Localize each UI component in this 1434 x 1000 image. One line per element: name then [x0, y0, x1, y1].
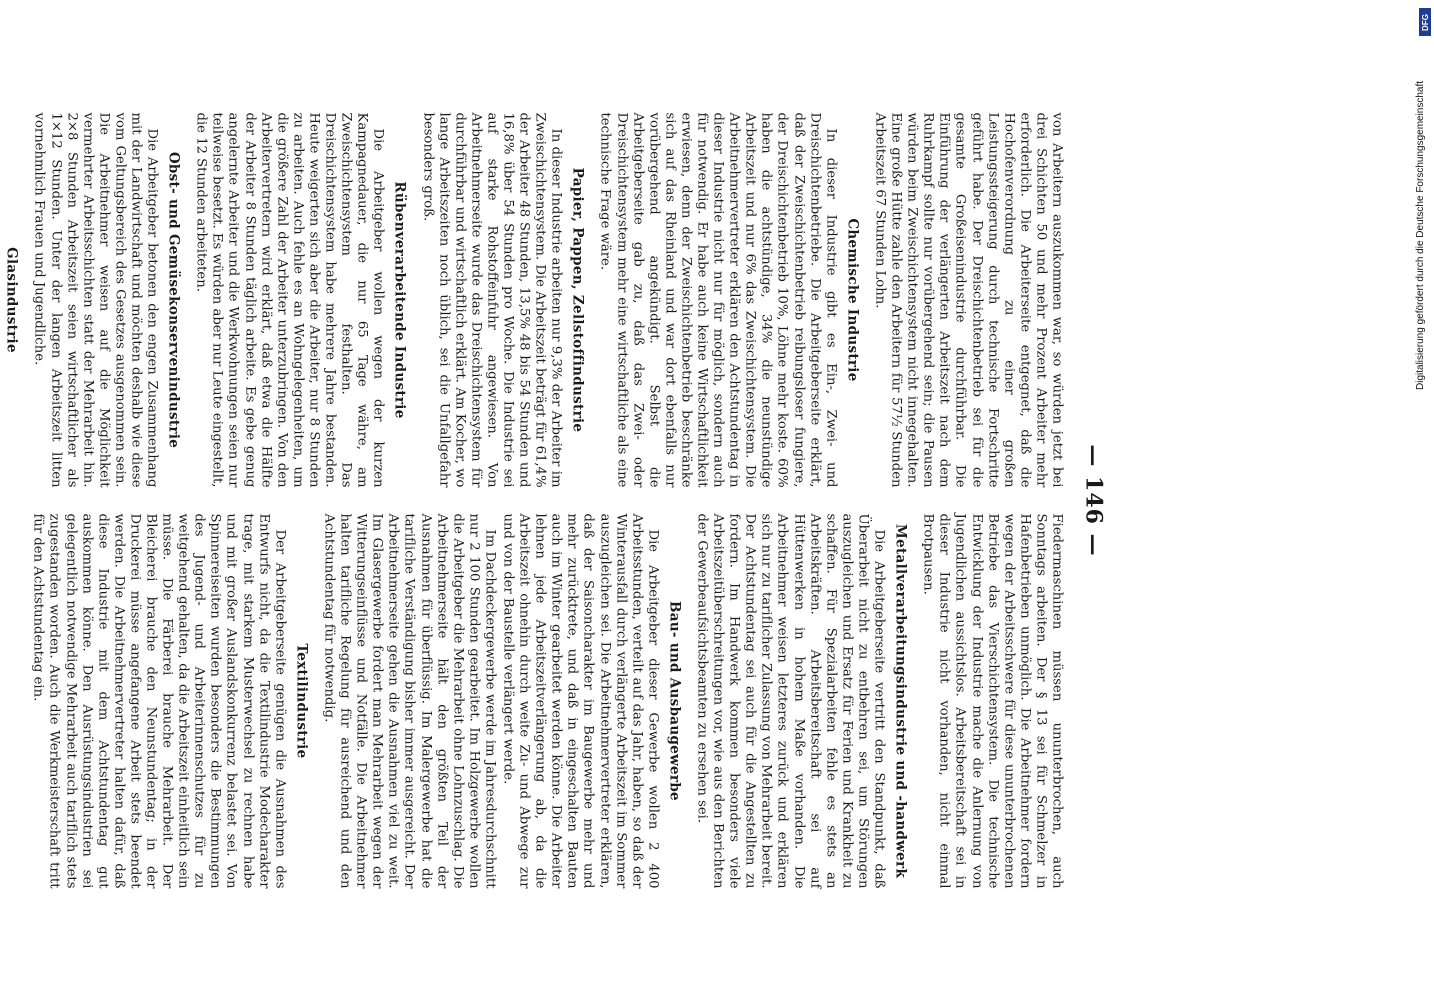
page-number: — 146 —	[1080, 444, 1107, 557]
section-heading: Rübenverarbeitende Industrie	[391, 181, 408, 419]
paragraph: In dieser Industrie arbeiten nur 9,3% der Arbeiter im Zweischichtensystem. Die Arbeitszeit beträgt für 61,4% der Arbeiter 48 Stunden, 13,5% 48 bis 54 Stunden und 16,8% über 54 Stunden pro Woche. Die Industrie sei auf starke Rohstoffeinfuhr angewiesen. Von Arbeitnehmerseite wurde das Dreischichtensystem für durchführbar und wirtschaftlich erklärt. Am Kocher, wo lange Arbeitszeiten noch üblich, sei die Unfallgefahr besonders groß.	[420, 112, 564, 488]
paragraph: Die Arbeitgeberseite vertritt den Standpunkt, daß Überarbeit nicht zu entbehren sei, um Störungen auszugleichen und Ersatz für Ferien und Krankheit zu schaffen. Für Spezialarbeiten fehle es stets an Arbeitskräften. Arbeitsbereitschaft sei auf Hüttenwerken in hohem Maße vorhanden. Die Arbeitnehmer weisen letzteres zurück und erklären sich nur zu tariflicher Zulassung von Mehrarbeit bereit. Der Achtstundentag sei auch für die Angestellten zu fordern. Im Handwerk kommen besonders viele Arbeitszeitüberschreitungen vor, wie aus den Berichten der Gewerbeaufsichtsbeamten zu ersehen sei.	[694, 513, 887, 889]
paragraph: Der Arbeitgeberseite genügen die Ausnahmen des Entwurfs nicht, da die Textilindustrie Modecharakter trage, mit starkem Musterwechsel zu rechnen habe und mit großer Auslandskonkurrenz belastet sei. Von Spinnereiseiten wurden besonders die Bestimmungen des Jugend- und Arbeiterinnenschutzes für zu weitgehend gehalten, da die Arbeitszeit einheitlich sein müsse. Die Färberei brauche Mehrarbeit. Der Bleicherei brauche den Neunstundentag; in der Druckerei müsse angefangene Arbeit stets beendet werden. Die Arbeitnehmervertreter halten dafür, daß diese Industrie mit dem Achtstundentag gut auskommen könne. Den Ausrüstungsindustrien sei gelegentlich notwendige Mehrarbeit auch tariflich stets zugestanden worden. Auch die Werkmeisterschaft tritt für den Achtstundentag ein.	[30, 513, 288, 889]
right-column	[28, 514, 1065, 889]
digitization-credit: Digitalisierung gefördert durch die Deutsche Forschungsgemeinschaft	[1415, 80, 1426, 390]
paragraph: In dieser Industrie gibt es Ein-, Zwei- und Dreischichtenbetriebe. Die Arbeitgeberseite erklärt, daß der Zweischichtenbetrieb reibungsloser fungiere, der Dreischichtenbetrieb 10%, Löhne mehr koste. 60% haben die achtstündige, 34% die neunstündige Arbeitszeit und nur 6% das Zweischichtensystem. Die Arbeitnehmervertreter erklären den Achtstundentag in dieser Industrie nicht nur für möglich, sondern auch für notwendig. Er habe auch keine Wirtschaftlichkeit erwiesen, denn der Zweischichtenbetrieb beschränke sich auf das Rheinland und war dort ebenfalls nur vorübergehend angekündigt. Selbst die Arbeitgeberseite gab zu, daß das Zwei- oder Dreischichtensystem mehr eine wirtschaftliche als eine technische Frage wäre.	[597, 112, 839, 488]
paragraph: Fiedermaschinen müssen ununterbrochen, auch Sonntags arbeiten. Der § 13 sei für Schmelzer in Hafenbetrieben unmöglich. Die Arbeitnehmer fordern wegen der Arbeitsschwere für diese ununterbrochenen Betriebe das Vierschichtensystem. Die technische Entwicklung der Industrie mache die Anlernung von Jugendlichen aussichtslos. Arbeitsbereitschaft sei in dieser Industrie nicht vorhanden, nicht einmal Brotpausen.	[920, 513, 1065, 889]
paragraph: Im Dachdeckergewerbe werde im Jahresdurchschnitt nur 2 100 Stunden gearbeitet. Im Holzgewerbe wollen die Arbeitgeber die Mehrarbeit ohne Lohnzuschlag. Die Arbeitnehmerseite hält den größten Teil der Ausnahmen für überflüssig. Im Malergewerbe hat die tarifliche Verständigung bisher immer ausgereicht. Der Arbeitnehmerseite gehen die Ausnahmen viel zu weit. Im Glasergewerbe fordert man Mehrarbeit wegen der Witterungseinflüsse und Notfälle. Die Arbeitnehmer halten tarifliche Regelung für ausreichend und den Achtstundentag für notwendig.	[321, 513, 498, 889]
section-heading: Chemische Industrie	[844, 218, 861, 382]
section-heading: Bau- und Ausbaugewerbe	[666, 601, 683, 801]
paragraph: Die Arbeitgeber betonen den engen Zusammenhang mit der Landwirtschaft und möchten deshalb wie diese vom Geltungsbereich des Gesetzes ausgenommen sein. Die Arbeitnehmer weisen auf die Möglichkeit vermehrter Arbeitsschichten statt der Mehrarbeit hin. 2×8 Stunden Arbeitszeit seien wirtschaftlicher als 1×12 Stunden. Unter der langen Arbeitszeit litten vornehmlich Frauen und Jugendliche.	[31, 112, 160, 488]
paragraph: von Arbeitern auszukommen war, so würden jetzt bei drei Schichten 50 und mehr Prozent Arbeiter mehr erforderlich. Die Arbeiterseite entgegnet, daß die Hochofenverordnung zu einer großen Leistungssteigerung durch technische Fortschritte geführt habe. Der Dreischichtenbetrieb sei für die gesamte Großeisenindustrie durchführbar. Die Einführung der verlängerten Arbeitszeit nach dem Ruhrkampf sollte nur vorübergehend sein; die Pausen würden beim Zweischichtensystem nicht innegehalten. Eine große Hütte zahle den Arbeitern für 57½ Stunden Arbeitszeit 67 Stunden Lohn.	[872, 112, 1065, 488]
dfg-logo-text: DFG	[1420, 13, 1430, 31]
digitization-credit-strip	[1409, 0, 1434, 1000]
section-heading: Glasindustrie	[3, 247, 20, 353]
paragraph: Die Arbeitgeber wollen wegen der kurzen Kampagnedauer, die nur 65 Tage währe, am Zweischichtensystem festhalten. Das Dreischichtensystem habe mehrere Jahre bestanden. Heute weigerten sich aber die Arbeiter, nur 8 Stunden zu arbeiten. Auch fehle es an Wohngelegenheiten, um die größere Zahl der Arbeiter unterzubringen. Von den Arbeitervertretern wird erklärt, daß etwa die Hälfte der Arbeiter 8 Stunden täglich arbeite. Es gebe genug angelernte Arbeiter und die Werkwohnungen seien nur teilweise besetzt. Es würden aber nur Leute eingestellt, die 12 Stunden arbeiteten.	[193, 112, 386, 488]
left-column	[0, 113, 1065, 488]
section-heading: Metallverarbeitungsindustrie und -handwerk	[892, 523, 909, 879]
scanned-page	[0, 101, 1113, 901]
paragraph: Die Arbeitgeber dieser Gewerbe wollen 2 400 Arbeitsstunden, verteilt auf das Jahr, haben, so daß der Winterausfall durch verlängerte Arbeitszeit im Sommer auszugleichen sei. Die Arbeitnehmervertreter erklären, daß der Saisoncharakter im Baugewerbe mehr und mehr zurücktrete, und daß in eingeschalten Bauten auch im Winter gearbeitet werden könne. Die Arbeiter lehnen jede Arbeitszeitverlängerung ab, da die Arbeitszeit ohnehin durch weite Zu- und Abwege zur und von der Baustelle verlängert werde.	[500, 513, 661, 889]
dfg-logo	[1419, 8, 1431, 36]
section-heading: Textilindustrie	[293, 643, 310, 759]
section-heading: Papier, Pappen, Zellstoffindustrie	[569, 167, 586, 433]
section-heading: Obst- und Gemüsekonservenindustrie	[165, 151, 182, 449]
